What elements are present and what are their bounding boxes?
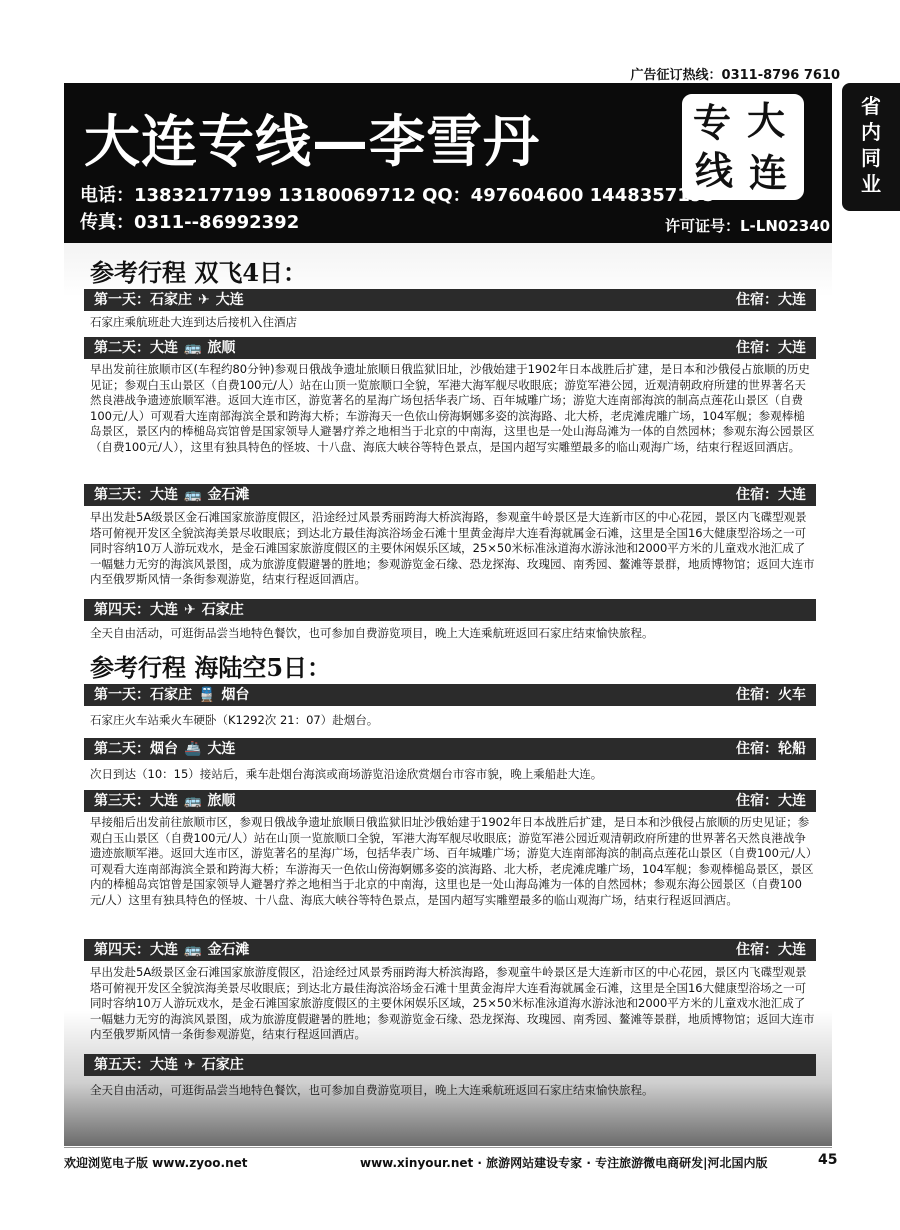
- hotel-info: 住宿：大连: [736, 942, 806, 958]
- side-tab-char: 内: [861, 120, 881, 144]
- day-bar: 第二天：大连 🚌 旅顺 住宿：大连: [84, 337, 816, 359]
- section-title-5day: 参考行程 海陆空5日：: [90, 653, 332, 682]
- page-title: 大连专线—李雪丹: [84, 110, 540, 175]
- stamp-char: 连: [749, 151, 788, 195]
- day-text: 早出发前往旅顺市区(车程约80分钟)参观日俄战争遗址旅顺日俄监狱旧址，沙俄始建于1902年日本战胜后扩建，是日本和沙俄侵占旅顺的历史见证；参观白玉山景区（自费100元/人）站在山顶一览旅顺口全貌，军港大海军舰尽收眼底；游览军港公园，近观清朝政府所建的世界著名天然良港战争遗迹旅顺军港。返回大连市区，游览著名的星海广场包括华表广场、百年城雕广场；游览大连南部海滨的制高点莲花山景区（自费100元/人）可观看大连南部海滨全景和跨海大桥；车游海天一色依山傍海婀娜多姿的滨海路、北大桥，老虎滩虎雕广场，104军舰；参观棒槌岛景区，景区内的棒槌岛宾馆曾是国家领导人避暑疗养之地相当于北京的中南海，这里也是一处山海岛滩为一体的自然园林；参观东海公园景区（自费100元/人），这里有独具特色的怪坡、十八盘、海底大峡谷等特色景点，是国内超写实雕塑最多的临山观海广场，结束行程返回酒店。: [90, 362, 815, 454]
- plane-icon: ✈: [184, 1057, 196, 1073]
- hotel-info: 住宿：火车: [736, 687, 806, 703]
- license-number: 许可证号：L-LN02340: [665, 217, 831, 235]
- ship-icon: 🚢: [184, 741, 202, 757]
- hotel-info: 住宿：大连: [736, 793, 806, 809]
- plane-icon: ✈: [198, 292, 210, 308]
- day-bar: 第三天：大连 🚌 金石滩 住宿：大连: [84, 484, 816, 506]
- day-text: 早出发赴5A级景区金石滩国家旅游度假区，沿途经过风景秀丽跨海大桥滨海路，参观童牛岭景区是大连新市区的中心花园，景区内飞碟型观景塔可俯视开发区全貌滨海美景尽收眼底；到达北方最佳海滨浴场金石滩十里黄金海岸大连看海就属金石滩，这里是全国16大健康型浴场之一可同时容纳10万人游玩戏水，是金石滩国家旅游度假区的主要休闲娱乐区域，25×50米标准泳道海水游泳池和2000平方米的儿童戏水池汇成了一幅魅力无穷的海滨风景图，成为旅游度假避暑的胜地；参观游览金石缘、恐龙探海、玫瑰园、南秀园、鳌滩等景群，地质博物馆；返回大连市内至俄罗斯风情一条街参观游览，结束行程返回酒店。: [90, 510, 815, 587]
- day-text: 全天自由活动，可逛街品尝当地特色餐饮，也可参加自费游览项目，晚上大连乘航班返回石家庄结束愉快旅程。: [90, 626, 654, 640]
- day-text: 石家庄火车站乘火车硬卧（K1292次 21：07）赴烟台。: [90, 713, 379, 727]
- day-text: 次日到达（10：15）接站后，乘车赴烟台海滨或商场游览沿途欣赏烟台市容市貌，晚上乘船赴大连。: [90, 767, 603, 781]
- day-bar: 第一天：石家庄 🚆 烟台 住宿：火车: [84, 684, 816, 706]
- bus-icon: 🚌: [184, 340, 202, 356]
- plane-icon: ✈: [184, 602, 196, 618]
- hotel-info: 住宿：大连: [736, 487, 806, 503]
- train-icon: 🚆: [198, 687, 216, 703]
- stamp-char: 线: [695, 149, 734, 193]
- hotel-info: 住宿：大连: [736, 292, 806, 308]
- day-bar: 第四天：大连 ✈ 石家庄: [84, 599, 816, 621]
- day-text: 早接船后出发前往旅顺市区，参观日俄战争遗址旅顺日俄监狱旧址沙俄始建于1902年日本战胜后扩建，是日本和沙俄侵占旅顺的历史见证；参观白玉山景区（自费100元/人）站在山顶一览旅顺口全貌，军港大海军舰尽收眼底；游览军港公园近观清朝政府所建的世界著名天然良港战争遗迹旅顺军港。返回大连市区，游览著名的星海广场，包括华表广场、百年城雕广场；游览大连南部海滨的制高点莲花山景区（自费100元/人）可观看大连南部海滨全景和跨海大桥；车游海天一色依山傍海婀娜多姿的滨海路、北大桥，老虎滩虎雕广场，104军舰；参观棒槌岛景区，景区内的棒槌岛宾馆曾是国家领导人避暑疗养之地相当于北京的中南海，这里也是一处山海岛滩为一体的自然园林；参观东海公园景区（自费100元/人）这里有独具特色的怪坡、十八盘、海底大峡谷等特色景点，是国内超写实雕塑最多的临山观海广场，结束行程返回酒店。: [90, 815, 814, 907]
- hotel-info: 住宿：大连: [736, 340, 806, 356]
- day-text: 石家庄乘航班赴大连到达后接机入住酒店: [90, 315, 297, 329]
- day-text: 早出发赴5A级景区金石滩国家旅游度假区，沿途经过风景秀丽跨海大桥滨海路，参观童牛岭景区是大连新市区的中心花园，景区内飞碟型观景塔可俯视开发区全貌滨海美景尽收眼底；到达北方最佳海滨浴场金石滩十里黄金海岸大连看海就属金石滩，这里是全国16大健康型浴场之一可同时容纳10万人游玩戏水，是金石滩国家旅游度假区的主要休闲娱乐区域，25×50米标准泳道海水游泳池和2000平方米的儿童戏水池汇成了一幅魅力无穷的海滨风景图，成为旅游度假避暑的胜地；参观游览金石缘、恐龙探海、玫瑰园、南秀园、鳌滩等景群，地质博物馆；返回大连市内至俄罗斯风情一条街参观游览，结束行程返回酒店。: [90, 965, 815, 1042]
- day-bar: 第三天：大连 🚌 旅顺 住宿：大连: [84, 790, 816, 812]
- side-tab-char: 同: [861, 146, 881, 170]
- ad-hotline: 广告征订热线：0311-8796 7610: [630, 68, 840, 83]
- contact-fax: 传真：0311--86992392: [80, 212, 300, 233]
- day-bar: 第一天：石家庄 ✈ 大连 住宿：大连: [84, 289, 816, 311]
- stamp-char: 大: [747, 99, 786, 143]
- bus-icon: 🚌: [184, 793, 202, 809]
- bus-icon: 🚌: [184, 942, 202, 958]
- side-category-tab: [842, 83, 900, 211]
- day-bar: 第四天：大连 🚌 金石滩 住宿：大连: [84, 939, 816, 961]
- stamp-char: 专: [693, 101, 732, 145]
- footer-slogan[interactable]: www.xinyour.net · 旅游网站建设专家 · 专注旅游微电商研发|河北国内版: [360, 1156, 768, 1170]
- day-bar: 第二天：烟台 🚢 大连 住宿：轮船: [84, 738, 816, 760]
- hotel-info: 住宿：轮船: [736, 741, 806, 757]
- day-bar: 第五天：大连 ✈ 石家庄: [84, 1054, 816, 1076]
- side-tab-char: 省: [861, 94, 881, 118]
- footer-website[interactable]: 欢迎浏览电子版 www.zyoo.net: [64, 1156, 248, 1170]
- section-title-4day: 参考行程 双飞4日：: [90, 258, 308, 287]
- bus-icon: 🚌: [184, 487, 202, 503]
- page-number: 45: [818, 1152, 838, 1168]
- side-tab-char: 业: [861, 172, 881, 196]
- contact-phones: 电话：13832177199 13180069712 QQ：497604600 1448357195: [80, 185, 715, 206]
- footer-divider: [64, 1147, 832, 1148]
- day-text: 全天自由活动，可逛街品尝当地特色餐饮，也可参加自费游览项目，晚上大连乘航班返回石家庄结束愉快旅程。: [90, 1083, 654, 1097]
